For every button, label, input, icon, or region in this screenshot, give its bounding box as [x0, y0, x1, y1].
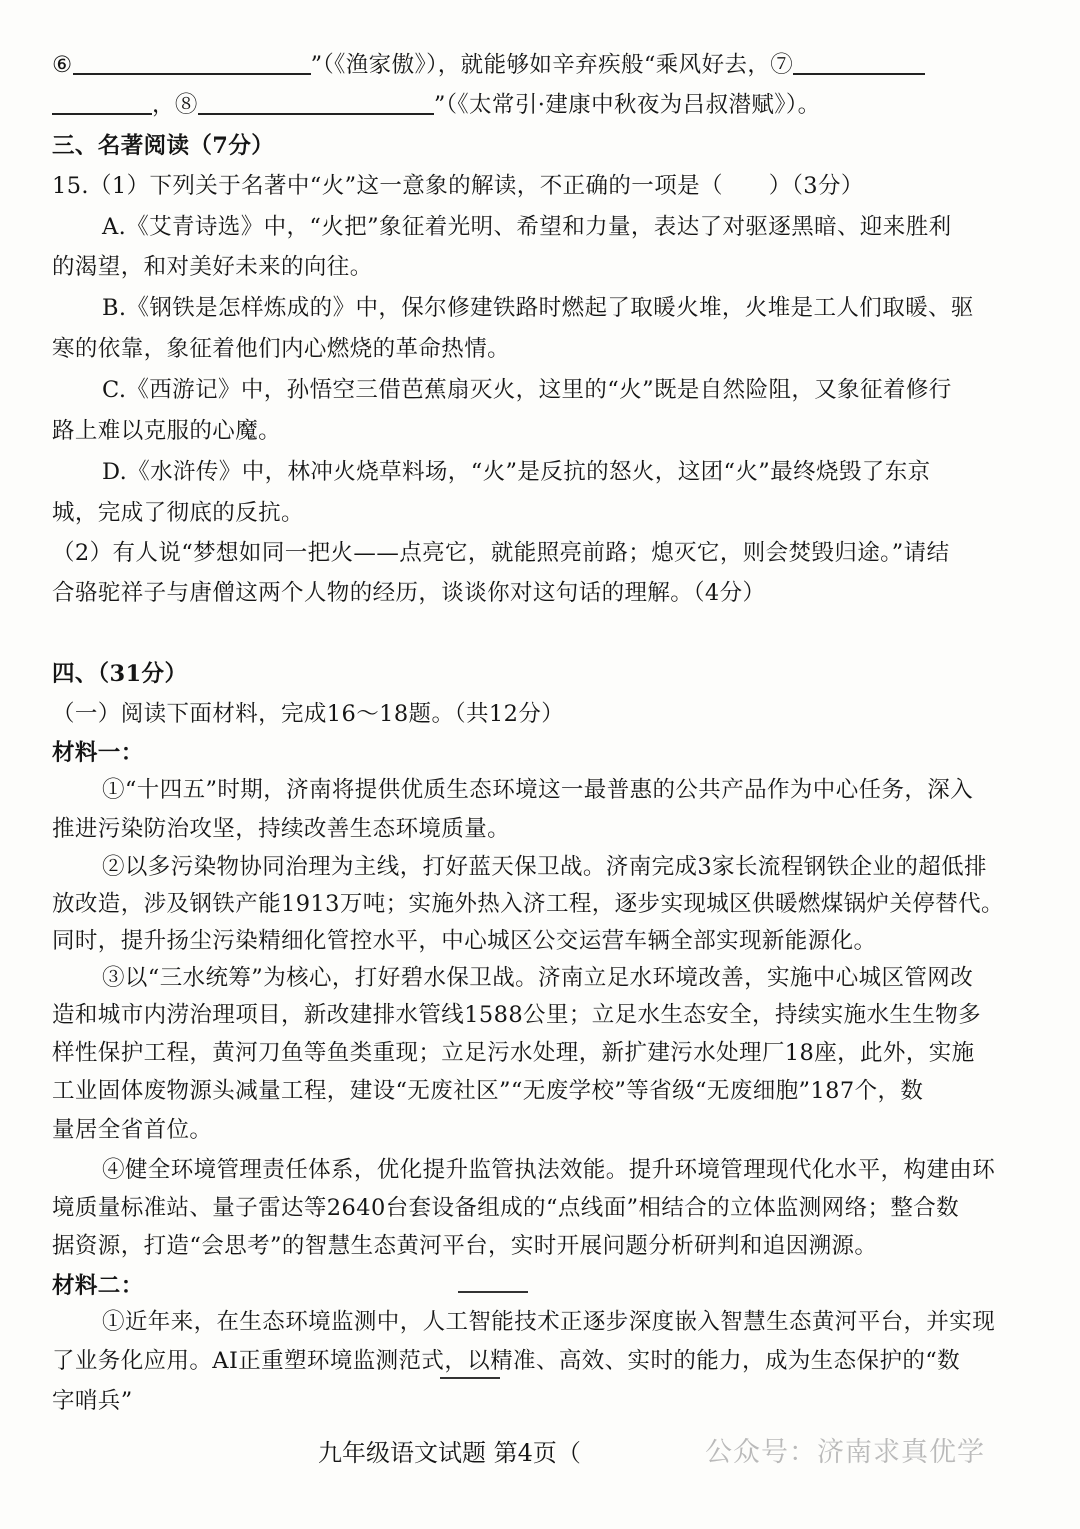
blank-7b[interactable]	[52, 91, 152, 115]
blank-8-number: ，⑧	[152, 92, 198, 118]
option-d-line-2: 城，完成了彻底的反抗。	[52, 500, 304, 526]
option-a-line-2: 的渴望，和对美好未来的向往。	[52, 254, 373, 280]
blank-6[interactable]	[73, 51, 311, 75]
section-4-heading: 四、（31分）	[52, 661, 188, 687]
blank-6-number: ⑥	[52, 52, 73, 78]
question-15-1: 15.（1）下列关于名著中“火”这一意象的解读，不正确的一项是（ ）（3分）	[52, 173, 864, 199]
option-c-line-1: C.《西游记》中，孙悟空三借芭蕉扇灭火，这里的“火”既是自然险阻，又象征着修行	[102, 377, 952, 403]
material-1-para-1-line-1: ①“十四五”时期，济南将提供优质生态环境这一最普惠的公共产品作为中心任务，深入	[102, 777, 974, 803]
option-b-line-1: B.《钢铁是怎样炼成的》中，保尔修建铁路时燃起了取暖火堆，火堆是工人们取暖、驱	[102, 295, 974, 321]
option-d-line-1: D.《水浒传》中，林冲火烧草料场，“火”是反抗的怒火，这团“火”最终烧毁了东京	[102, 459, 931, 485]
material-1-para-2-line-3: 同时，提升扬尘污染精细化管控水平，中心城区公交运营车辆全部实现新能源化。	[52, 928, 877, 954]
material-2-para-1-line-3: 字哨兵”	[52, 1388, 133, 1414]
material-2-label: 材料二：	[52, 1273, 144, 1299]
poem-fill-line-1	[52, 50, 1020, 80]
material-1-para-4-line-3: 据资源，打造“会思考”的智慧生态黄河平台，实时开展问题分析研判和追因溯源。	[52, 1233, 878, 1259]
poem-fill-text-1: ”（《渔家傲》），就能够如辛弃疾般“乘风好去，⑦	[310, 52, 794, 78]
material-1-para-3-line-3: 样性保护工程，黄河刀鱼等鱼类重现；立足污水处理，新扩建污水处理厂18座，此外，实施	[52, 1040, 975, 1066]
blank-8[interactable]	[198, 91, 434, 115]
material-1-para-3-line-5: 量居全省首位。	[52, 1117, 213, 1143]
material-1-label: 材料一：	[52, 740, 144, 766]
poem-fill-line-2	[52, 90, 1020, 120]
material-1-para-3-line-1: ③以“三水统筹”为核心，打好碧水保卫战。济南立足水环境改善，实施中心城区管网改	[102, 965, 974, 991]
section-3-heading: 三、名著阅读（7分）	[52, 133, 275, 159]
material-1-para-4-line-2: 境质量标准站、量子雷达等2640台套设备组成的“点线面”相结合的立体监测网络；整合数	[52, 1195, 960, 1221]
material-1-para-4-line-1: ④健全环境管理责任体系，优化提升监管执法效能。提升环境管理现代化水平，构建由环	[102, 1157, 996, 1183]
material-1-para-1-line-2: 推进污染防治攻坚，持续改善生态环境质量。	[52, 816, 511, 842]
material-2-para-1-line-1: ①近年来，在生态环境监测中，人工智能技术正逐步深度嵌入智慧生态黄河平台，并实现	[102, 1309, 996, 1335]
question-15-2-line-1: （2）有人说“梦想如同一把火——点亮它，就能照亮前路；熄灭它，则会焚毁归途。”请结	[52, 540, 950, 566]
option-a-line-1: A.《艾青诗选》中，“火把”象征着光明、希望和力量，表达了对驱逐黑暗、迎来胜利	[102, 214, 952, 240]
material-1-para-3-line-4: 工业固体废物源头减量工程，建设“无废社区”“无废学校”等省级“无废细胞”187个，数	[52, 1078, 924, 1104]
watermark-text: 公众号：济南求真优学	[705, 1437, 985, 1468]
poem-fill-text-2: ”（《太常引·建康中秋夜为吕叔潜赋》）。	[433, 92, 821, 118]
material-2-para-1-line-2: 了业务化应用。AI正重塑环境监测范式，以精准、高效、实时的能力，成为生态保护的“数	[52, 1348, 961, 1374]
option-c-line-2: 路上难以克服的心魔。	[52, 418, 282, 444]
pen-underline-mark	[440, 1377, 500, 1379]
subsection-1-heading: （一）阅读下面材料，完成16～18题。（共12分）	[52, 701, 565, 727]
material-1-para-2-line-1: ②以多污染物协同治理为主线，打好蓝天保卫战。济南完成3家长流程钢铁企业的超低排	[102, 854, 987, 880]
material-1-para-2-line-2: 放改造，涉及钢铁产能1913万吨；实施外热入济工程，逐步实现城区供暖燃煤锅炉关停替代。	[52, 891, 1004, 917]
blank-7a[interactable]	[793, 51, 925, 75]
page-number-label: 九年级语文试题 第4页（	[318, 1439, 581, 1467]
option-b-line-2: 寒的依靠，象征着他们内心燃烧的革命热情。	[52, 336, 511, 362]
question-15-2-line-2: 合骆驼祥子与唐僧这两个人物的经历，谈谈你对这句话的理解。（4分）	[52, 580, 766, 606]
material-1-para-3-line-2: 造和城市内涝治理项目，新改建排水管线1588公里；立足水生态安全，持续实施水生生物多	[52, 1002, 982, 1028]
